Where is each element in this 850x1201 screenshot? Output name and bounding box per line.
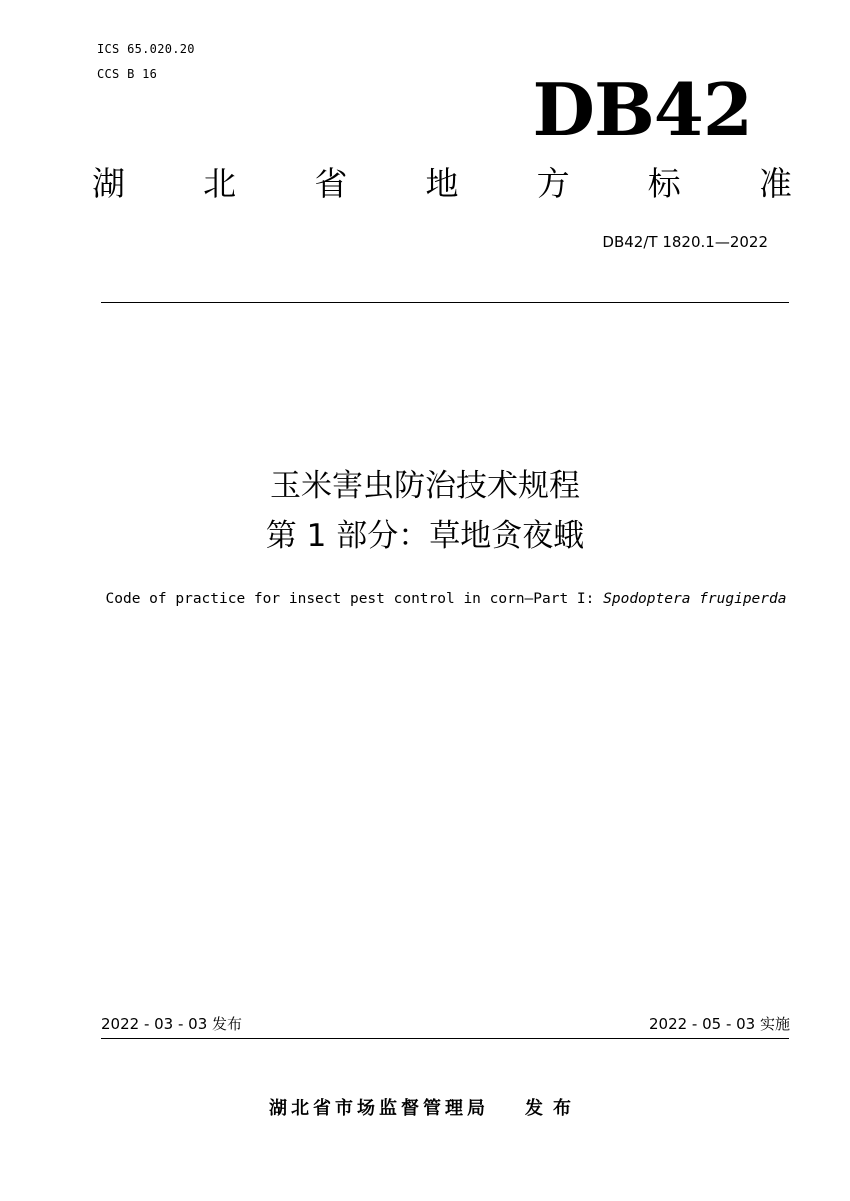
standard-type-char: 准	[758, 164, 792, 203]
standard-type-heading	[92, 160, 792, 208]
issuing-authority	[0, 1096, 850, 1122]
standard-type-char: 北	[203, 164, 237, 203]
english-title-text: Code of practice for insect pest control in corn—Part I:	[105, 591, 595, 607]
part-title: 第 1 部分：草地贪夜蛾	[265, 518, 585, 554]
issuer-name: 湖北省市场监督管理局	[269, 1098, 489, 1119]
standard-number: DB42/T 1820.1—2022	[602, 233, 768, 251]
main-title: 玉米害虫防治技术规程	[270, 468, 580, 504]
standard-type-char: 湖	[92, 164, 125, 203]
standard-type-char: 标	[647, 164, 681, 203]
issuer-action: 发布	[525, 1098, 581, 1119]
standard-type-char: 地	[425, 164, 459, 203]
header-divider	[101, 302, 789, 303]
english-title	[96, 588, 796, 610]
standard-mark: DB42	[532, 67, 752, 152]
standard-type-char: 省	[314, 164, 348, 203]
ics-code: ICS 65.020.20	[97, 42, 195, 56]
footer-divider	[101, 1038, 789, 1039]
ccs-code: CCS B 16	[97, 67, 158, 81]
english-title-species: Spodoptera frugiperda	[603, 591, 787, 607]
classification-codes	[97, 42, 195, 92]
implementation-date: 2022 - 05 - 03 实施	[648, 1015, 790, 1033]
standard-type-char: 方	[536, 164, 570, 203]
issue-date: 2022 - 03 - 03 发布	[101, 1015, 243, 1033]
